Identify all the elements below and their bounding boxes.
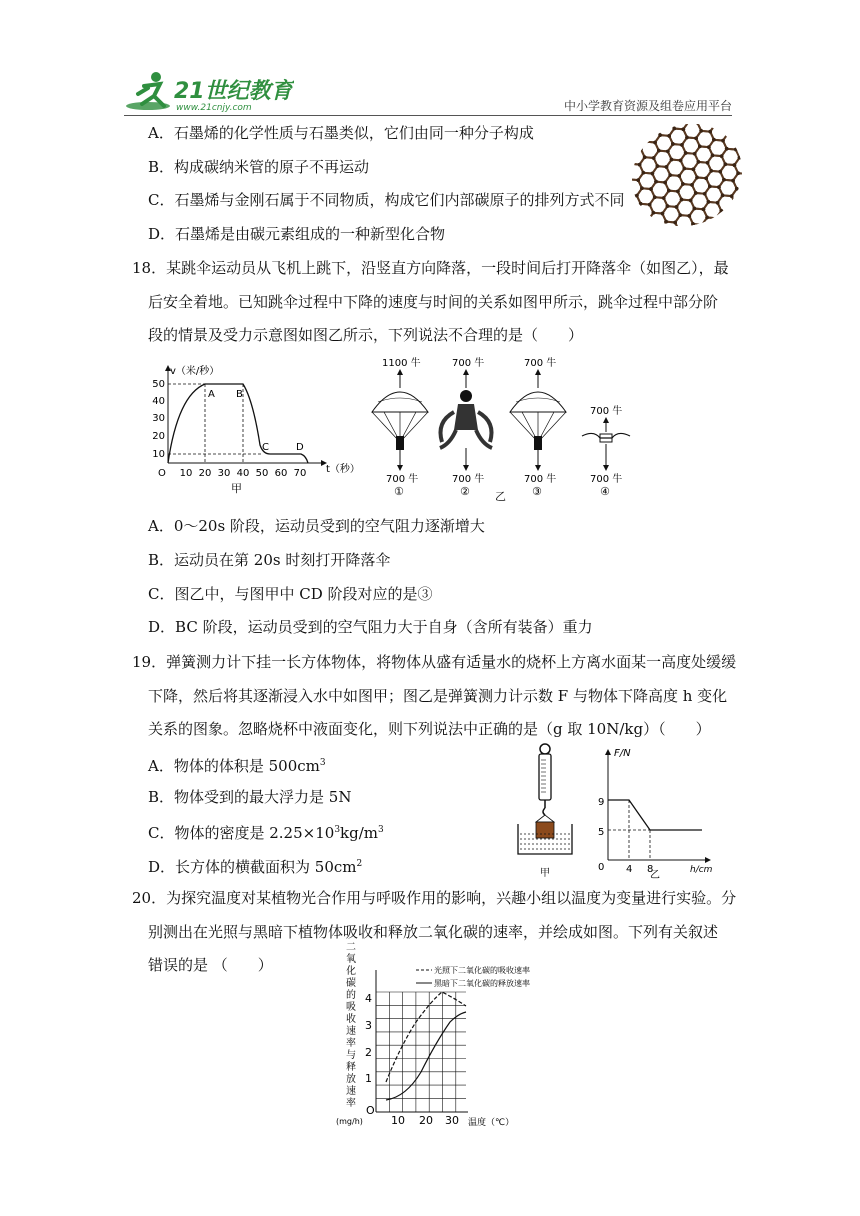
q19-option-a: A．物体的体积是 $500cm^3$: [148, 757, 326, 775]
q20-ylabel-char: 率: [346, 1098, 356, 1109]
q18-point-c: C: [262, 442, 269, 453]
q20-ylabel-char: 速: [346, 1026, 356, 1037]
q19-force-height-graph: [590, 742, 720, 880]
q18-ytick: 50: [152, 379, 165, 390]
svg-text:①: ①: [394, 485, 404, 498]
q19-option-d: D．长方体的横截面积为 $50cm^2$: [148, 858, 363, 876]
graphene-lattice-image: [630, 118, 745, 233]
q19-option-b: B．物体受到的最大浮力是 5N: [148, 788, 352, 806]
q20-ylabel-char: 二: [346, 942, 356, 953]
q20-co2-rate-graph: [336, 942, 536, 1132]
svg-text:700 牛: 700 牛: [452, 358, 485, 369]
svg-text:温度（℃）: 温度（℃）: [468, 1118, 515, 1128]
q18-option-b: B．运动员在第 20s 时刻打开降落伞: [148, 551, 391, 569]
q20-ylabel-char: 吸: [346, 1002, 356, 1013]
svg-text:700 牛: 700 牛: [524, 358, 557, 369]
q18-point-b: B: [236, 389, 243, 400]
q19-stem-line1: 19．弹簧测力计下挂一长方体物体，将物体从盛有适量水的烧杯上方离水面某一高度处缓缓: [132, 653, 737, 671]
q18-xtick: 60: [274, 468, 288, 479]
q18-option-a: A．0～20s 阶段，运动员受到的空气阻力逐渐增大: [148, 517, 485, 535]
q20-ylabel-char: 收: [346, 1014, 356, 1025]
svg-text:700 牛: 700 牛: [452, 474, 485, 485]
q18-xtick: 10: [179, 468, 193, 479]
q19-label-b: 乙: [650, 870, 660, 880]
svg-text:2: 2: [365, 1046, 372, 1059]
q18-xtick: 20: [198, 468, 212, 479]
svg-text:5: 5: [598, 827, 605, 838]
q17-option-d: D．石墨烯是由碳元素组成的一种新型化合物: [148, 225, 446, 243]
q18-xtick: 30: [217, 468, 231, 479]
q18-force-diagrams: [360, 352, 640, 502]
q20-ylabel-char: 与: [346, 1050, 356, 1061]
q20-stem-line3: 错误的是 （ ）: [148, 956, 273, 974]
svg-text:O: O: [366, 1104, 375, 1117]
q18-graph-xlabel: t（秒）: [326, 464, 358, 475]
q18-stem-line3: 段的情景及受力示意图如图乙所示，下列说法不合理的是（ ）: [148, 326, 584, 344]
svg-text:③: ③: [532, 485, 542, 498]
q18-option-d: D．BC 阶段，运动员受到的空气阻力大于自身（含所有装备）重力: [148, 618, 593, 636]
svg-text:8: 8: [647, 864, 654, 875]
q18-graph-caption: 甲: [231, 482, 242, 495]
platform-name: 中小学教育资源及组卷应用平台: [563, 99, 732, 113]
svg-text:F/N: F/N: [614, 748, 631, 759]
q18-stem-line2: 后安全着地。已知跳伞过程中下降的速度与时间的关系如图甲所示，跳伞过程中部分阶: [148, 293, 719, 311]
svg-text:0: 0: [598, 862, 605, 873]
q18-ytick: 10: [152, 449, 165, 460]
logo-url-text: www.21cnjy.com: [176, 103, 252, 113]
q19-spring-scale-beaker: [510, 742, 580, 880]
q18-figure-b-caption: 乙: [495, 490, 506, 503]
q18-xtick: 40: [236, 468, 250, 479]
q19-label-a: 甲: [540, 868, 550, 879]
q18-point-a: A: [208, 389, 215, 400]
svg-text:h/cm: h/cm: [690, 865, 713, 875]
q18-graph-origin: O: [158, 468, 166, 479]
q19-stem-line2: 下降，然后将其逐渐浸入水中如图甲；图乙是弹簧测力计示数 F 与物体下降高度 h 变化: [148, 687, 728, 705]
parachute-diagram-1: [372, 356, 428, 498]
q17-option-c: C．石墨烯与金刚石属于不同物质，构成它们内部碳原子的排列方式不同: [148, 191, 625, 209]
q20-ylabel-char: 速: [346, 1086, 356, 1097]
svg-text:700 牛: 700 牛: [590, 406, 623, 417]
svg-text:(mg/h): (mg/h): [336, 1117, 363, 1126]
q18-point-d: D: [296, 442, 304, 453]
q20-ylabel-char: 率: [346, 1038, 356, 1049]
svg-text:30: 30: [445, 1114, 459, 1127]
q20-stem-line2: 别测出在光照与黑暗下植物体吸收和释放二氧化碳的速率，并绘成如图。下列有关叙述: [148, 923, 719, 941]
q18-option-c: C．图乙中，与图甲中 CD 阶段对应的是③: [148, 585, 433, 603]
parachute-diagram-3: [510, 356, 566, 498]
svg-text:9: 9: [598, 797, 605, 808]
q17-option-b: B．构成碳纳米管的原子不再运动: [148, 158, 370, 176]
svg-text:3: 3: [365, 1019, 372, 1032]
q18-xtick: 70: [293, 468, 307, 479]
q20-ylabel-char: 碳: [346, 978, 356, 989]
svg-text:700 牛: 700 牛: [386, 474, 419, 485]
q18-stem-line1: 18．某跳伞运动员从飞机上跳下，沿竖直方向降落，一段时间后打开降落伞（如图乙），最: [132, 259, 729, 277]
svg-text:4: 4: [365, 992, 372, 1005]
q18-velocity-time-graph: [148, 360, 358, 500]
svg-text:黑暗下二氧化碳的释放速率: 黑暗下二氧化碳的释放速率: [434, 979, 530, 988]
svg-text:700 牛: 700 牛: [590, 474, 623, 485]
q18-graph-ylabel: v（米/秒）: [170, 366, 220, 377]
svg-text:10: 10: [391, 1114, 405, 1127]
skydiver-diagram-2: [440, 356, 492, 498]
svg-text:②: ②: [460, 485, 470, 498]
q18-xtick: 50: [255, 468, 269, 479]
q19-option-c: C．物体的密度是 $2.25\times 10^3kg/m^3$: [148, 824, 384, 842]
q20-ylabel-char: 释: [346, 1062, 356, 1073]
header-divider: [124, 115, 732, 116]
q20-ylabel-char: 化: [346, 966, 356, 977]
logo: [124, 68, 294, 116]
logo-main-text: 21世纪教育: [174, 79, 293, 104]
q20-stem-line1: 20．为探究温度对某植物光合作用与呼吸作用的影响，兴趣小组以温度为变量进行实验。分: [132, 889, 737, 907]
q18-ytick: 30: [152, 413, 165, 424]
svg-text:4: 4: [626, 864, 633, 875]
svg-text:1100 牛: 1100 牛: [382, 358, 421, 369]
q20-ylabel-char: 的: [346, 990, 356, 1001]
q17-option-a: A．石墨烯的化学性质与石墨类似，它们由同一种分子构成: [148, 124, 534, 142]
q20-ylabel-char: 放: [346, 1074, 356, 1085]
q18-ytick: 40: [152, 396, 165, 407]
svg-text:20: 20: [419, 1114, 433, 1127]
landing-diagram-4: [582, 404, 630, 498]
svg-text:④: ④: [600, 485, 610, 498]
q18-ytick: 20: [152, 431, 165, 442]
q19-stem-line3: 关系的图象。忽略烧杯中液面变化，则下列说法中正确的是（g 取 10N/kg）（ ）: [148, 720, 711, 738]
svg-text:700 牛: 700 牛: [524, 474, 557, 485]
svg-text:1: 1: [365, 1072, 372, 1085]
q20-ylabel-char: 氧: [346, 954, 356, 965]
svg-text:光照下二氧化碳的吸收速率: 光照下二氧化碳的吸收速率: [434, 966, 530, 975]
